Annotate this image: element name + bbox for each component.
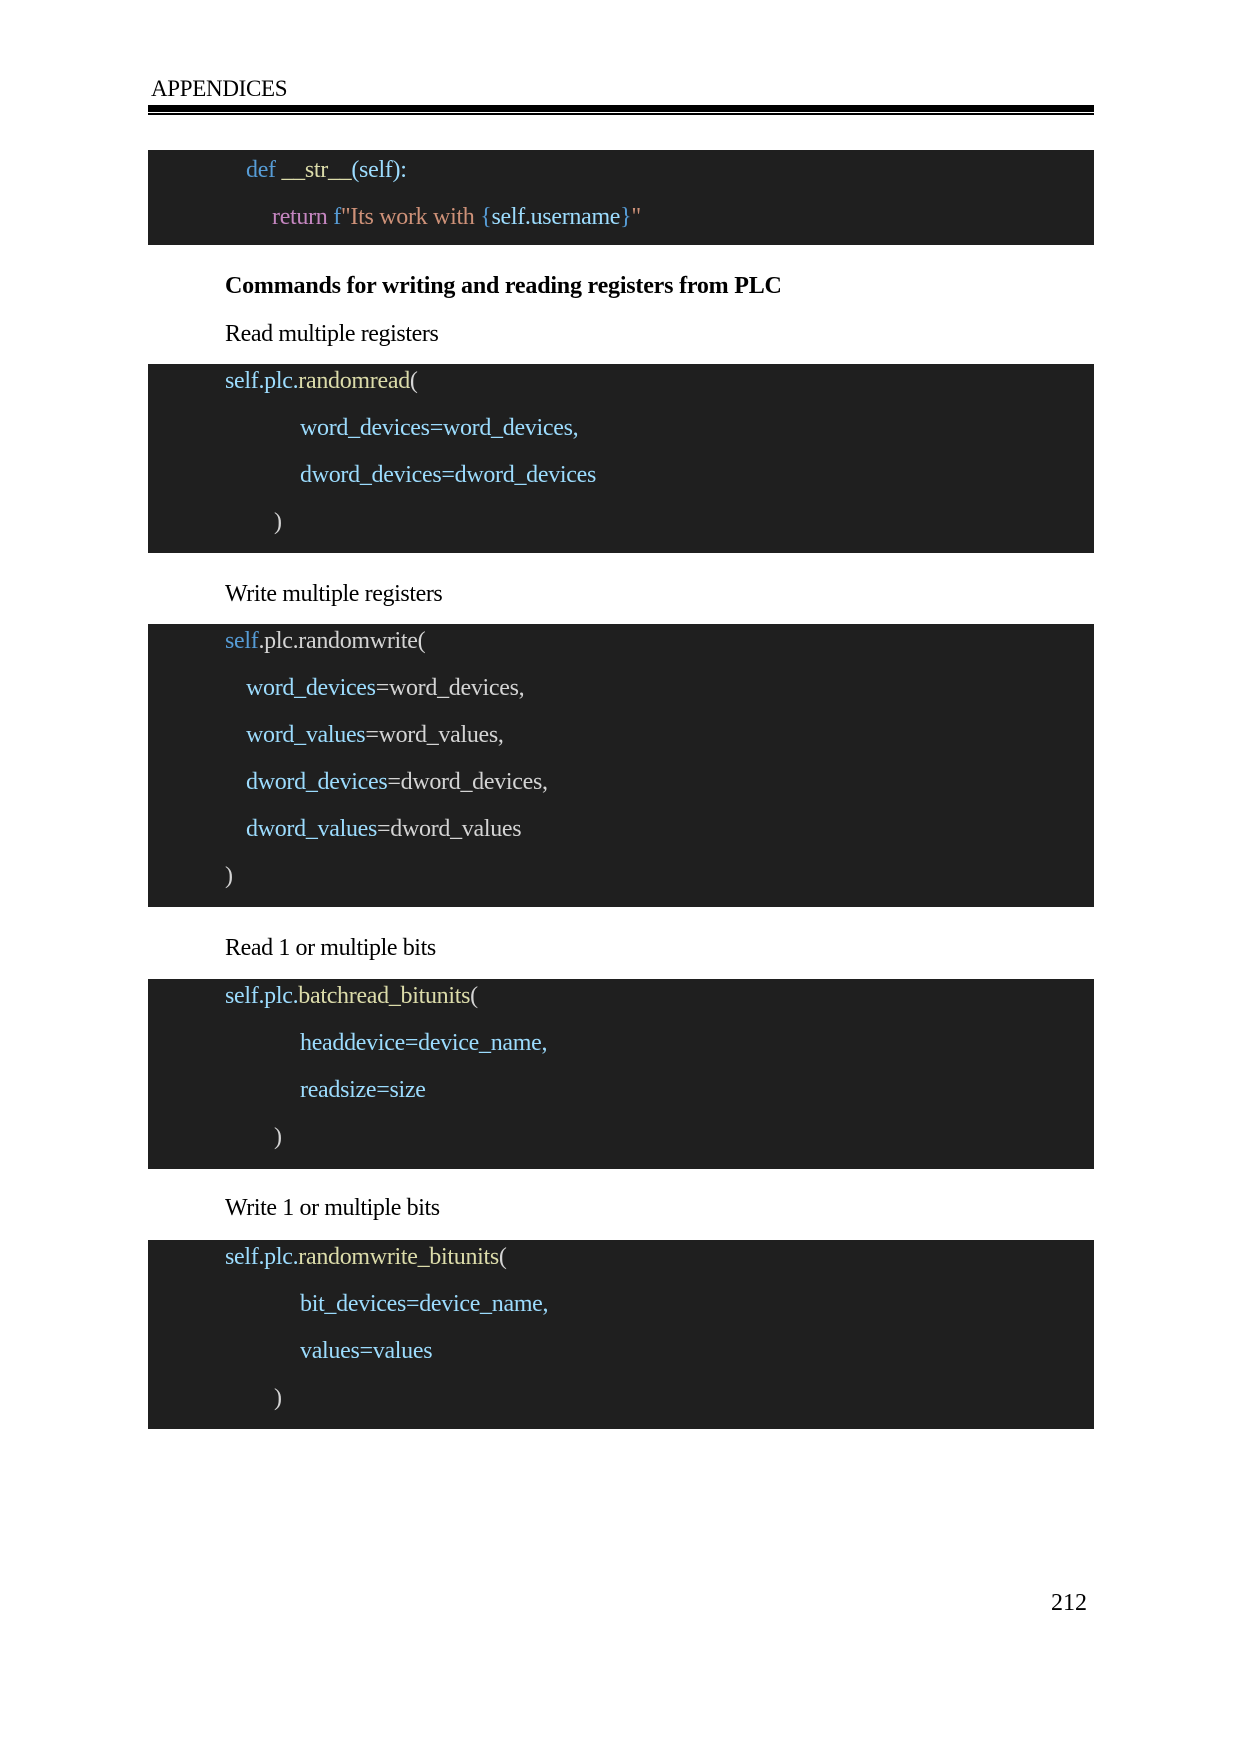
section-heading: Commands for writing and reading registers from PLC: [225, 273, 782, 299]
code-line: bit_devices=device_name,: [300, 1291, 549, 1317]
code-block-write-bits: [148, 1240, 1094, 1429]
arg-key: word_values: [246, 722, 366, 748]
code-block-str-method: [148, 150, 1094, 245]
paren-open: (: [409, 368, 418, 394]
label-read-bits: Read 1 or multiple bits: [225, 935, 436, 961]
code-line: ): [274, 1385, 282, 1411]
label-write-registers: Write multiple registers: [225, 581, 443, 607]
running-header: APPENDICES: [151, 76, 288, 101]
fstring-prefix: f: [327, 204, 341, 230]
paren-open: (: [498, 1244, 507, 1270]
object-ref: self.plc.: [225, 1244, 299, 1270]
string-end: ": [631, 204, 641, 230]
string-literal: "Its work with: [340, 204, 481, 230]
code-block-read-registers: [148, 364, 1094, 553]
label-read-registers: Read multiple registers: [225, 321, 439, 347]
header-rule-thin: [148, 113, 1094, 115]
arg-value: =dword_values: [377, 816, 522, 842]
brace-open: {: [480, 204, 492, 230]
code-line: [246, 147, 407, 194]
method-name: randomwrite_bitunits: [298, 1244, 499, 1270]
page-number: 212: [1051, 1590, 1087, 1616]
code-line: [246, 806, 521, 853]
header-rule-thick: [148, 105, 1094, 112]
code-block-write-registers: [148, 624, 1094, 907]
interpolated-expr: self.username: [491, 204, 621, 230]
arg-key: dword_devices: [246, 769, 388, 795]
method-call: .plc.randomwrite(: [258, 628, 426, 654]
arg-value: =word_devices,: [375, 675, 525, 701]
code-line: [272, 194, 641, 241]
code-line: values=values: [300, 1338, 433, 1364]
function-name: __str__: [275, 157, 352, 183]
label-write-bits: Write 1 or multiple bits: [225, 1195, 440, 1221]
arg-value: =dword_devices,: [387, 769, 548, 795]
code-line: [246, 712, 504, 759]
keyword-def: def: [246, 157, 276, 183]
code-line: word_devices=word_devices,: [300, 415, 579, 441]
code-line: [225, 618, 425, 665]
code-line: [246, 759, 548, 806]
self-keyword: self: [225, 628, 259, 654]
keyword-return: return: [272, 204, 328, 230]
code-line: ): [274, 1124, 282, 1150]
code-line: [246, 665, 524, 712]
code-line: dword_devices=dword_devices: [300, 462, 597, 488]
arg-key: word_devices: [246, 675, 376, 701]
method-name: batchread_bitunits: [298, 983, 471, 1009]
arg-value: =word_values,: [365, 722, 504, 748]
code-line: ): [225, 863, 233, 889]
code-line: readsize=size: [300, 1077, 426, 1103]
function-args: (self):: [351, 157, 407, 183]
code-line: [225, 973, 478, 1020]
object-ref: self.plc.: [225, 983, 299, 1009]
code-line: [225, 1234, 507, 1281]
paren-open: (: [470, 983, 478, 1009]
method-name: randomread: [298, 368, 410, 394]
code-block-read-bits: [148, 979, 1094, 1169]
arg-key: dword_values: [246, 816, 378, 842]
code-line: ): [274, 509, 282, 535]
code-line: [225, 358, 418, 405]
brace-close: }: [620, 204, 632, 230]
object-ref: self.plc.: [225, 368, 299, 394]
code-line: headdevice=device_name,: [300, 1030, 548, 1056]
